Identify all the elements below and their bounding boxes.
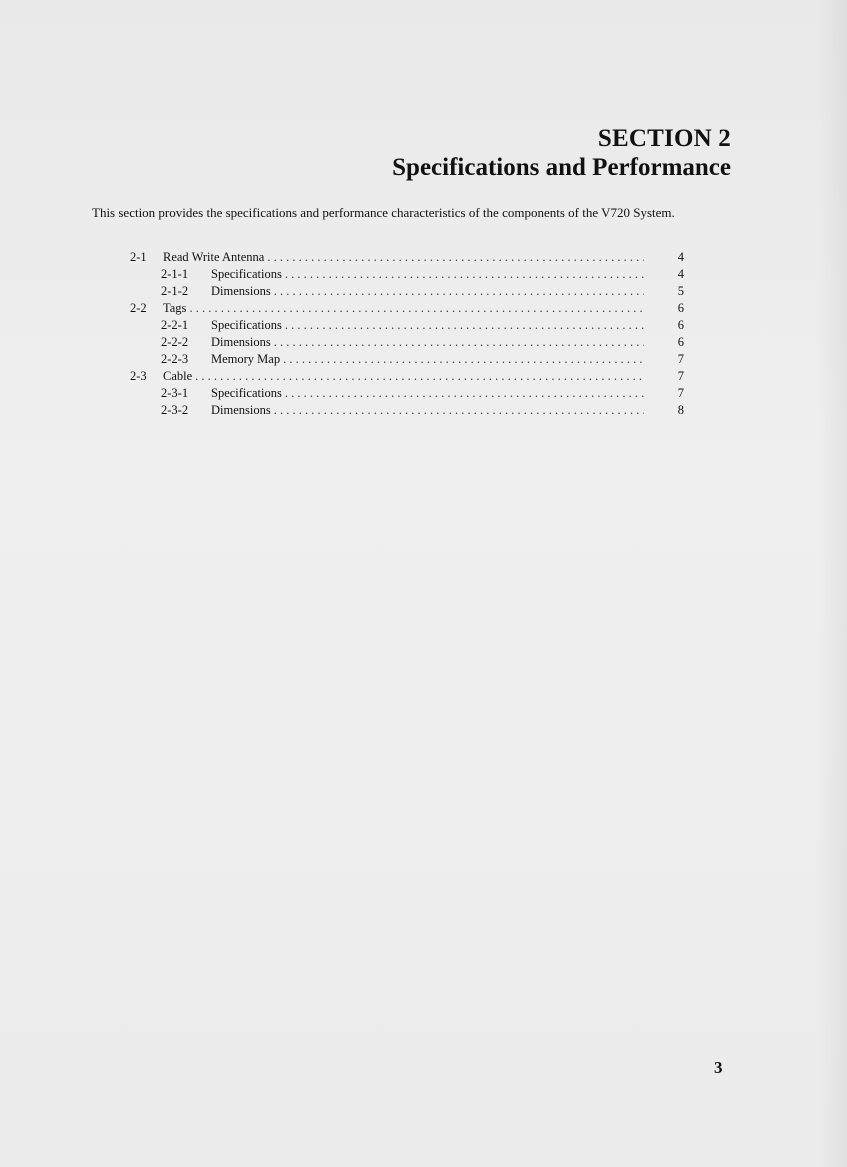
toc-entry-page: 6 [677,301,684,315]
toc-entry-label: Read Write Antenna [163,250,265,264]
toc-entry-number: 2-2-3 [161,352,189,366]
toc-entry-label: Dimensions [211,335,271,349]
toc-entry-label: Specifications [211,318,282,332]
toc-entry [130,369,684,386]
toc-entry-number: 2-3 [130,369,147,383]
toc-entry [130,284,684,301]
toc-leader-dots [189,301,644,316]
toc-entry-page: 5 [677,284,684,298]
toc-entry-page: 7 [677,369,684,383]
toc-entry-number: 2-2-1 [161,318,189,332]
toc-entry-page: 4 [677,250,684,264]
toc-entry [130,301,684,318]
section-heading [392,124,731,182]
toc-entry-number: 2-3-1 [161,386,189,400]
toc-entry-number: 2-1-2 [161,284,189,298]
toc-leader-dots [267,250,644,265]
toc-entry-number: 2-3-2 [161,403,189,417]
toc-entry [130,318,684,335]
toc-entry-label: Dimensions [211,284,271,298]
toc-entry-number: 2-2 [130,301,147,315]
toc-entry-label: Specifications [211,267,282,281]
toc-entry-label: Dimensions [211,403,271,417]
toc-entry-number: 2-1-1 [161,267,189,281]
toc-entry-label: Specifications [211,386,282,400]
toc-leader-dots [274,335,644,350]
toc-leader-dots [274,284,644,299]
intro-paragraph: This section provides the specifications and performance characteristics of the components of the V720 System. [92,205,675,220]
section-label: SECTION 2 [597,125,731,152]
section-title: Specifications and Performance [392,154,731,181]
toc-entry [130,335,684,352]
toc-leader-dots [283,352,644,367]
toc-entry [130,267,684,284]
toc-leader-dots [195,369,644,384]
toc-entry-label: Tags [163,301,187,315]
toc-entry-label: Memory Map [211,352,281,366]
toc-entry [130,403,684,420]
toc-entry [130,352,684,369]
toc-entry-page: 7 [677,352,684,366]
scan-edge-shadow [817,0,847,1167]
toc-entry-page: 4 [677,267,684,281]
table-of-contents [130,250,684,420]
toc-entry-page: 8 [677,403,684,417]
toc-leader-dots [274,403,644,418]
page-number: 3 [714,1058,723,1077]
toc-entry-page: 7 [677,386,684,400]
toc-leader-dots [285,318,644,333]
toc-leader-dots [285,267,644,282]
toc-entry [130,250,684,267]
toc-entry-page: 6 [677,318,684,332]
toc-leader-dots [285,386,644,401]
toc-entry [130,386,684,403]
toc-entry-label: Cable [163,369,193,383]
toc-entry-page: 6 [677,335,684,349]
toc-entry-number: 2-2-2 [161,335,189,349]
toc-entry-number: 2-1 [130,250,147,264]
